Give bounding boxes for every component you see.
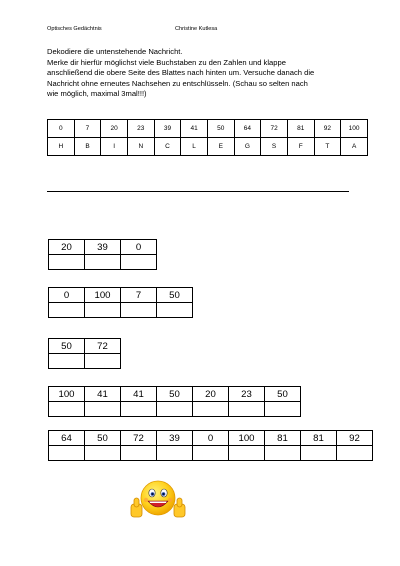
code-number-cell: 50 <box>157 387 193 402</box>
legend-letter-cell: L <box>181 138 208 156</box>
code-number-cell: 92 <box>337 431 373 446</box>
code-number-cell: 72 <box>121 431 157 446</box>
answer-letter-cell[interactable] <box>85 255 121 270</box>
legend-number-cell: 50 <box>207 120 234 138</box>
instructions <box>47 47 367 100</box>
answer-letter-cell[interactable] <box>85 354 121 369</box>
code-number-cell: 81 <box>301 431 337 446</box>
answer-letter-cell[interactable] <box>121 402 157 417</box>
legend-letters-row <box>48 138 368 156</box>
legend-letter-cell: T <box>314 138 341 156</box>
code-number-cell: 7 <box>121 288 157 303</box>
code-number-cell: 50 <box>85 431 121 446</box>
code-word-table <box>48 386 301 417</box>
code-number-row <box>49 240 157 255</box>
answer-letter-cell[interactable] <box>49 303 85 318</box>
answer-letter-cell[interactable] <box>157 446 193 461</box>
instruction-line: anschließend die obere Seite des Blattes nach hinten um. Versuche danach die <box>47 68 315 78</box>
legend-number-cell: 7 <box>74 120 101 138</box>
code-number-row <box>49 431 373 446</box>
answer-letter-cell[interactable] <box>265 402 301 417</box>
answer-letter-cell[interactable] <box>121 446 157 461</box>
code-number-cell: 41 <box>121 387 157 402</box>
code-word-table <box>48 287 193 318</box>
code-number-cell: 39 <box>85 240 121 255</box>
answer-letter-cell[interactable] <box>49 255 85 270</box>
legend-number-cell: 100 <box>341 120 368 138</box>
answer-letter-cell[interactable] <box>49 354 85 369</box>
answer-letter-cell[interactable] <box>157 402 193 417</box>
answer-letter-cell[interactable] <box>85 303 121 318</box>
answer-letter-cell[interactable] <box>49 446 85 461</box>
answer-letter-cell[interactable] <box>265 446 301 461</box>
legend-letter-cell: I <box>101 138 128 156</box>
code-number-cell: 50 <box>265 387 301 402</box>
answer-letter-cell[interactable] <box>193 402 229 417</box>
code-number-cell: 100 <box>49 387 85 402</box>
legend-number-cell: 20 <box>101 120 128 138</box>
code-number-cell: 23 <box>229 387 265 402</box>
code-number-cell: 0 <box>121 240 157 255</box>
code-word-table <box>48 338 121 369</box>
code-number-cell: 100 <box>229 431 265 446</box>
answer-letter-cell[interactable] <box>157 303 193 318</box>
legend-number-cell: 81 <box>287 120 314 138</box>
answer-row <box>49 446 373 461</box>
code-number-cell: 50 <box>157 288 193 303</box>
answer-letter-cell[interactable] <box>229 446 265 461</box>
code-number-row <box>49 339 121 354</box>
answer-letter-cell[interactable] <box>229 402 265 417</box>
code-number-cell: 20 <box>193 387 229 402</box>
answer-letter-cell[interactable] <box>85 402 121 417</box>
legend-number-cell: 64 <box>234 120 261 138</box>
legend-number-cell: 41 <box>181 120 208 138</box>
code-number-cell: 39 <box>157 431 193 446</box>
legend-number-cell: 23 <box>127 120 154 138</box>
instruction-line: wie möglich, maximal 3mal!!!) <box>47 89 147 99</box>
answer-letter-cell[interactable] <box>85 446 121 461</box>
code-number-cell: 81 <box>265 431 301 446</box>
answer-letter-cell[interactable] <box>121 303 157 318</box>
legend-letter-cell: B <box>74 138 101 156</box>
instruction-line: Dekodiere die untenstehende Nachricht. <box>47 47 183 56</box>
code-number-cell: 41 <box>85 387 121 402</box>
answer-letter-cell[interactable] <box>337 446 373 461</box>
answer-row <box>49 402 301 417</box>
code-word-table <box>48 430 373 461</box>
header-subject: Optisches Gedächtnis <box>47 26 102 32</box>
legend-letter-cell: H <box>48 138 75 156</box>
instruction-line: Merke dir hierfür möglichst viele Buchstaben zu den Zahlen und klappe <box>47 57 286 67</box>
code-word-table <box>48 239 157 270</box>
code-number-cell: 0 <box>49 288 85 303</box>
answer-row <box>49 255 157 270</box>
answer-letter-cell[interactable] <box>49 402 85 417</box>
legend-letter-cell: C <box>154 138 181 156</box>
answer-letter-cell[interactable] <box>301 446 337 461</box>
answer-row <box>49 303 193 318</box>
fold-line <box>47 191 349 192</box>
code-number-cell: 20 <box>49 240 85 255</box>
legend-letter-cell: A <box>341 138 368 156</box>
legend-letter-cell: G <box>234 138 261 156</box>
code-number-cell: 50 <box>49 339 85 354</box>
legend-numbers-row <box>48 120 368 138</box>
code-number-cell: 0 <box>193 431 229 446</box>
legend-letter-cell: E <box>207 138 234 156</box>
legend-number-cell: 92 <box>314 120 341 138</box>
legend-letter-cell: S <box>261 138 288 156</box>
answer-letter-cell[interactable] <box>121 255 157 270</box>
code-number-row <box>49 288 193 303</box>
code-number-cell: 64 <box>49 431 85 446</box>
answer-letter-cell[interactable] <box>193 446 229 461</box>
code-number-row <box>49 387 301 402</box>
legend-number-cell: 0 <box>48 120 75 138</box>
legend-number-cell: 39 <box>154 120 181 138</box>
legend-letter-cell: N <box>127 138 154 156</box>
thumbs-up-smiley-icon <box>127 478 189 522</box>
legend-number-cell: 72 <box>261 120 288 138</box>
code-legend-table <box>47 119 368 156</box>
header-author: Christine Kutlesa <box>175 26 218 32</box>
answer-row <box>49 354 121 369</box>
code-number-cell: 72 <box>85 339 121 354</box>
instruction-line: Nachricht ohne erneutes Nachsehen zu entschlüsseln. (Schau so selten nach <box>47 78 308 88</box>
code-number-cell: 100 <box>85 288 121 303</box>
legend-letter-cell: F <box>287 138 314 156</box>
